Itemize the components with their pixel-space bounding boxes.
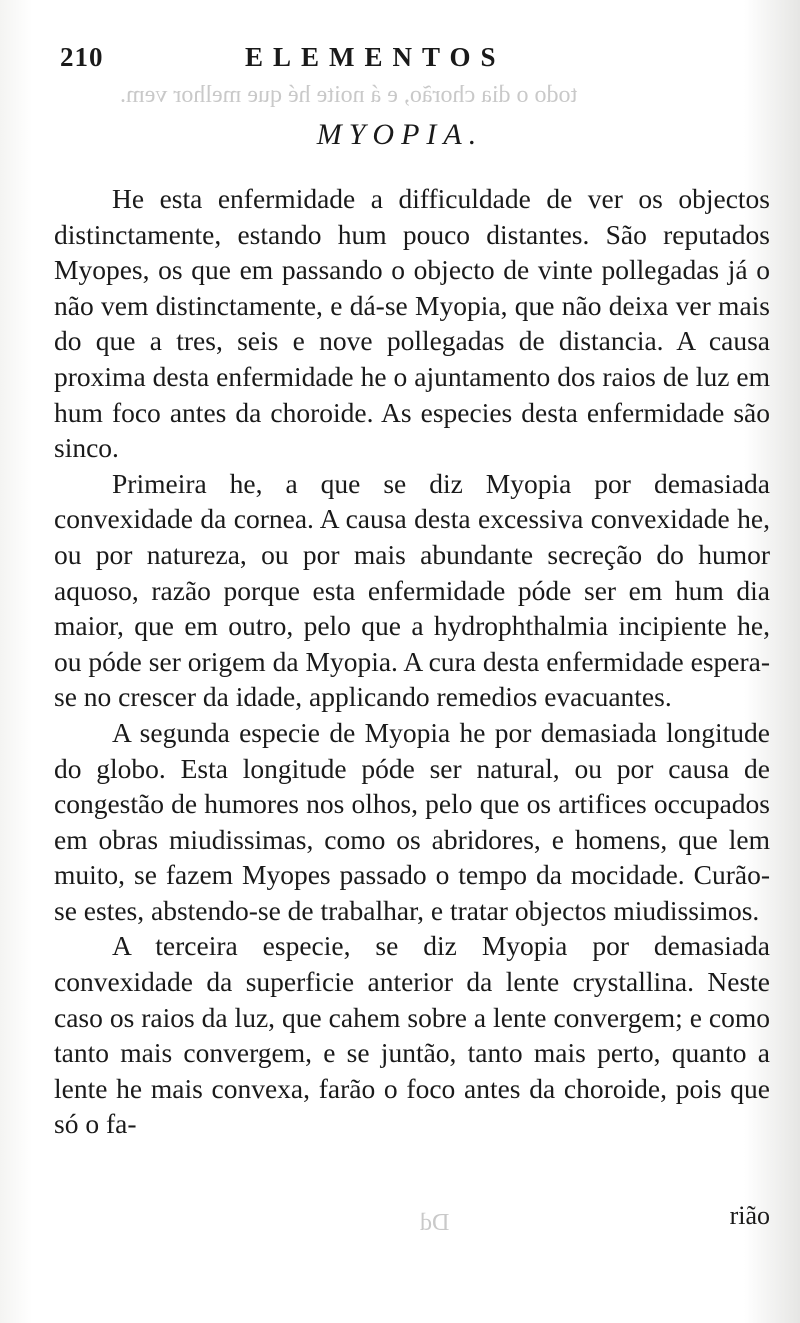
- paragraph-first-species: Primeira he, a que se diz Myopia por demasiada convexidade da cornea. A causa desta excessiva convexidade he, ou por natureza, ou por mais abundante secreção do humor aquoso, razão porque esta enfermidade póde ser em hum dia maior, que em outro, pelo que a hydrophthalmia incipiente he, ou póde ser origem da Myopia. A cura desta enfermidade espera-se no crescer da idade, applicando remedios evacuantes.: [54, 467, 770, 713]
- bleed-through-signature: Dd: [420, 1210, 450, 1236]
- section-title: MYOPIA.: [316, 118, 484, 151]
- paragraph-third-species: A terceira especie, se diz Myopia por demasiada convexidade da superficie anterior da lente crystallina. Neste caso os raios da luz, que cahem sobre a lente convergem; e como tanto mais convergem, e se juntão, tanto mais perto, quanto a lente he mais convexa, farão o foco antes da choroide, pois que só o fa-: [54, 930, 770, 1140]
- page-header: [60, 34, 600, 84]
- paragraph-second-species: A segunda especie de Myopia he por demasiada longitude do globo. Esta longitude póde ser natural, ou por causa de congestão de humores nos olhos, pelo que os artifices occupados em obras miudissimas, como os abridores, e homens, que lem muito, se fazem Myopes passado o tempo da mocidade. Curão-se estes, abstendo-se de trabalhar, e tratar objectos miudissimos.: [54, 716, 770, 926]
- bleed-through-text: todo o dia chorão, e á noite hé que melhor vem.: [120, 82, 578, 108]
- paragraph-definition: He esta enfermidade a difficuldade de ver os objectos distinctamente, estando hum pouco distantes. São reputados Myopes, os que em passando o objecto de vinte pollegadas já o não vem distinctamente, e dá-se Myopia, que não deixa ver mais do que a tres, seis e nove pollegadas de distancia. A causa proxima desta enfermidade he o ajuntamento dos raios de luz em hum foco antes da choroide. As especies desta enfermidade são sinco.: [54, 183, 770, 464]
- page-number: 210: [60, 42, 104, 72]
- body-text: [54, 181, 770, 1142]
- running-title: ELEMENTOS: [245, 42, 506, 72]
- catchword: rião: [729, 1201, 770, 1230]
